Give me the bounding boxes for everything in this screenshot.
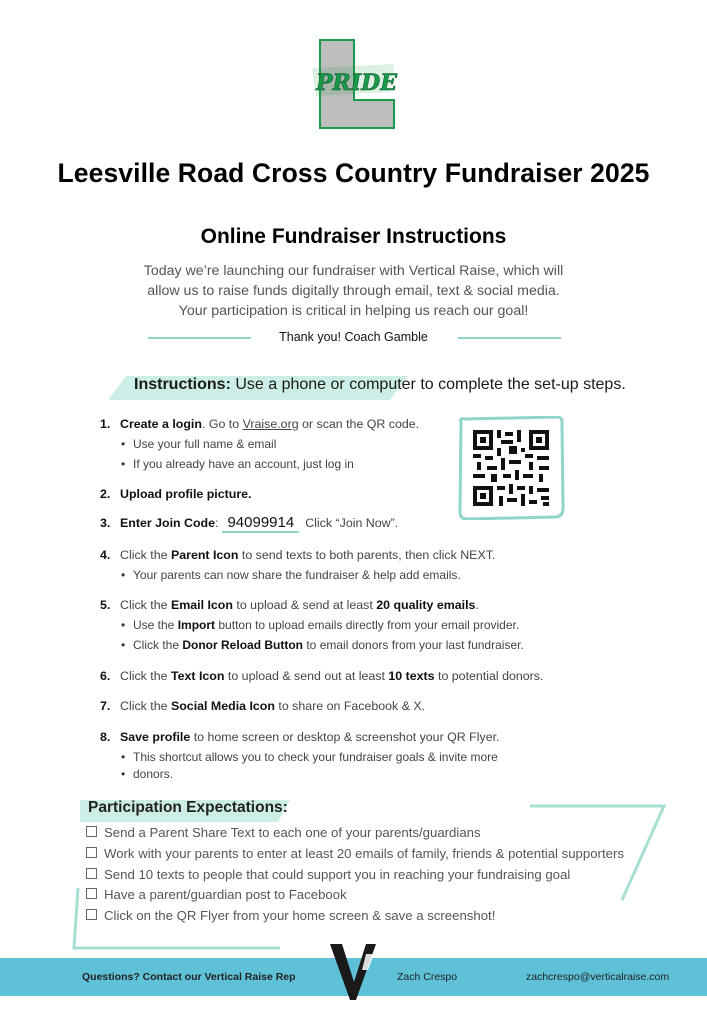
bullet-text: Click the (133, 638, 183, 652)
email-icon-label: Email Icon (170, 598, 233, 612)
step-number: 1. (100, 417, 111, 431)
checkbox[interactable] (86, 909, 97, 920)
step-6 (100, 669, 543, 683)
step-text: . Go to (201, 417, 243, 431)
checklist-label: Send a Parent Share Text to each one of your parents/guardians (104, 825, 481, 840)
step-text: Click the (120, 669, 171, 683)
step-number: 7. (100, 699, 111, 713)
step-number: 4. (100, 548, 111, 562)
step-3-heading: Enter Join Code (120, 516, 216, 530)
bullet-text: button to upload emails directly from your email provider. (215, 618, 520, 632)
step-5-bullet (133, 638, 524, 652)
social-icon-label: Social Media Icon (170, 699, 275, 713)
instructions-rest: Use a phone or computer to complete the set-up steps. (230, 376, 626, 393)
checklist-label: Work with your parents to enter at least 20 emails of family, friends & potential supporters (104, 846, 624, 861)
email-goal: 20 quality emails (376, 598, 476, 612)
parent-icon-label: Parent Icon (170, 548, 239, 562)
step-number: 6. (100, 669, 111, 683)
step-8-bullet-continued: • donors. (133, 767, 173, 781)
checkbox[interactable] (86, 826, 97, 837)
step-number: 8. (100, 730, 111, 744)
vertical-raise-logo (330, 942, 378, 1002)
step-text: to share on Facebook & X. (274, 699, 426, 713)
step-text: to send texts to both parents, then click NEXT. (238, 548, 496, 562)
checklist-item[interactable] (86, 908, 495, 923)
step-2 (100, 487, 252, 501)
page-title: Leesville Road Cross Country Fundraiser 2025 (57, 158, 650, 188)
intro-line: allow us to raise funds digitally through email, text & social media. (147, 283, 560, 299)
bullet-text: to email donors from your last fundraiser. (303, 638, 524, 652)
step-text: to upload & send at least (232, 598, 377, 612)
page-subtitle: Online Fundraiser Instructions (200, 225, 507, 248)
donor-reload-label: Donor Reload Button (182, 638, 304, 652)
step-3 (100, 514, 398, 533)
step-text: or scan the QR code. (298, 417, 420, 431)
step-2-heading: Upload profile picture. (120, 487, 252, 501)
step-text: to potential donors. (434, 669, 544, 683)
text-icon-label: Text Icon (170, 669, 225, 683)
step-text: Click the (120, 598, 171, 612)
checkbox[interactable] (86, 847, 97, 858)
step-number: 2. (100, 487, 111, 501)
step-text: . (475, 598, 479, 612)
step-1-bullet: • If you already have an account, just log in (133, 457, 354, 471)
step-text: to home screen or desktop & screenshot your QR Flyer. (190, 730, 500, 744)
checkbox[interactable] (86, 888, 97, 899)
intro-paragraph (110, 261, 597, 321)
instructions-label: Instructions: (134, 376, 231, 393)
checklist-label: Click on the QR Flyer from your home screen & save a screenshot! (104, 908, 496, 923)
svg-text:PRIDE: PRIDE (316, 70, 397, 96)
step-1-heading: Create a login (120, 417, 202, 431)
footer-rep-name: Zach Crespo (397, 971, 458, 983)
divider-right (458, 337, 561, 339)
step-7 (100, 699, 425, 713)
import-label: Import (177, 618, 216, 632)
qr-code[interactable] (457, 416, 565, 520)
checklist-item[interactable] (86, 867, 570, 882)
step-8-heading: Save profile (120, 730, 191, 744)
step-1 (100, 417, 419, 431)
footer-question: Questions? Contact our Vertical Raise Rep (82, 971, 296, 983)
checklist-label: Have a parent/guardian post to Facebook (104, 887, 347, 902)
step-number: 5. (100, 598, 111, 612)
step-1-bullet: • Use your full name & email (133, 437, 276, 451)
checklist-item[interactable] (86, 887, 347, 902)
step-4 (100, 548, 495, 562)
footer-email[interactable]: zachcrespo@verticalraise.com (526, 971, 670, 983)
join-code: 94099914 (222, 514, 299, 533)
step-5-bullet (133, 618, 519, 632)
step-8-bullet: • This shortcut allows you to check your fundraiser goals & invite more (133, 750, 498, 764)
pride-logo (310, 38, 402, 130)
step-5 (100, 598, 479, 612)
checklist-item[interactable] (86, 846, 624, 861)
instructions-heading (134, 376, 626, 394)
text-goal: 10 texts (388, 669, 435, 683)
step-text: to upload & send out at least (224, 669, 389, 683)
step-text: Click the (120, 548, 171, 562)
thanks-text: Thank you! Coach Gamble (279, 330, 428, 344)
bullet-text: Use the (133, 618, 178, 632)
step-number: 3. (100, 516, 111, 530)
checklist-item[interactable] (86, 825, 481, 840)
step-text: : (215, 516, 219, 530)
step-text: Click the (120, 699, 171, 713)
checklist-label: Send 10 texts to people that could support you in reaching your fundraising goal (104, 867, 571, 882)
participation-title: Participation Expectations: (88, 799, 288, 816)
step-8 (100, 730, 499, 744)
step-text: Click “Join Now”. (305, 516, 399, 530)
intro-line: Today we’re launching our fundraiser with Vertical Raise, which will (143, 263, 564, 279)
vraise-link[interactable]: Vraise.org (242, 417, 299, 431)
checkbox[interactable] (86, 868, 97, 879)
intro-line: Your participation is critical in helping us reach our goal! (178, 303, 529, 319)
step-4-bullet: • Your parents can now share the fundraiser & help add emails. (133, 568, 461, 582)
